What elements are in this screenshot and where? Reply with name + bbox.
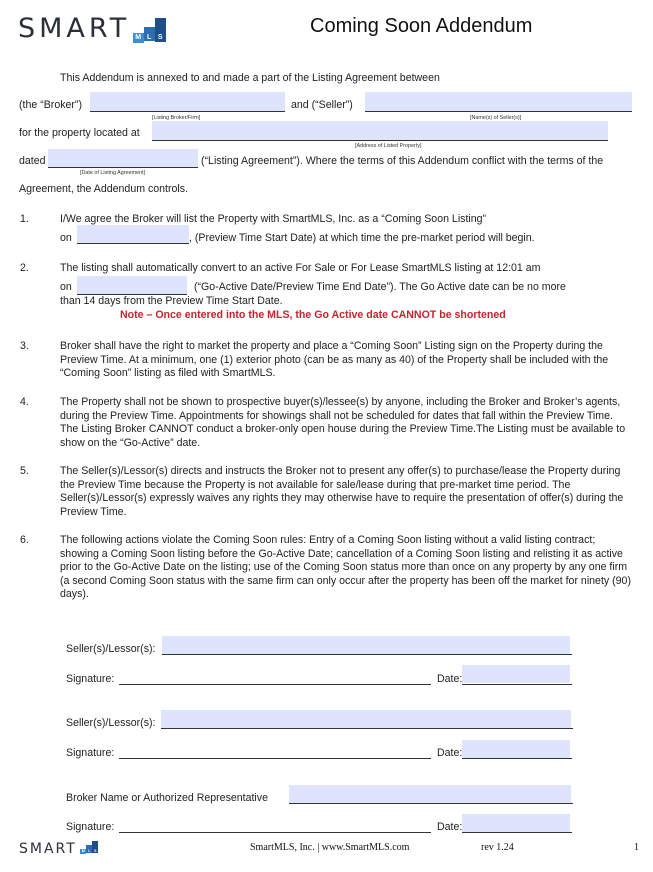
footer-page-number: 1 xyxy=(634,842,639,853)
intro-last-line: Agreement, the Addendum controls. xyxy=(19,183,189,195)
item-6-text: The following actions violate the Coming Soon rules: Entry of a Coming Soon listing without a valid listing contract; showing a Coming Soon listing before the Go-Active Date; cancellation of a Coming Soon listing and relisting it as active prior to the Go-Active Date on the listing; use of the Coming Soon status more than once on any property by any one firm (a second Coming Soon status with the same firm can only occur after the property has been off the market for ninety (90) days). xyxy=(60,534,631,601)
property-label: for the property located at xyxy=(19,127,140,139)
go-active-note: Note – Once entered into the MLS, the Go Active date CANNOT be shortened xyxy=(120,309,506,321)
date-3-field[interactable] xyxy=(462,814,570,832)
item-6-number: 6. xyxy=(20,534,29,546)
date-2-underline xyxy=(462,758,572,759)
footer-logo-box-l: L xyxy=(86,845,92,853)
footer-logo-box-m: M xyxy=(81,849,85,853)
signature-2-label: Signature: xyxy=(66,747,115,759)
item-1-after: , (Preview Time Start Date) at which time the pre-market period will begin. xyxy=(189,232,535,244)
signature-3-line[interactable] xyxy=(119,832,431,833)
item-1-number: 1. xyxy=(20,213,29,225)
smartmls-logo xyxy=(18,14,166,44)
date-1-underline xyxy=(462,684,572,685)
seller-2-name-field[interactable] xyxy=(161,710,571,728)
item-2-after: (“Go-Active Date/Preview Time End Date”). The Go Active date can be no more xyxy=(194,281,566,293)
seller-1-label: Seller(s)/Lessor(s): xyxy=(66,643,156,655)
item-3-number: 3. xyxy=(20,340,29,352)
listing-date-field[interactable] xyxy=(48,149,198,167)
logo-word: SMART xyxy=(18,13,131,44)
date-2-label: Date: xyxy=(437,747,463,759)
footer-logo-box-s: S xyxy=(92,841,98,853)
seller-1-name-field[interactable] xyxy=(162,636,570,654)
item-2-line-1: The listing shall automatically convert to an active For Sale or For Lease SmartMLS listing at 12:01 am xyxy=(60,262,541,274)
logo-box-m: M xyxy=(133,33,144,43)
seller-name-field[interactable] xyxy=(365,92,632,111)
footer-website[interactable]: www.SmartMLS.com xyxy=(321,842,410,853)
item-5-text: The Seller(s)/Lessor(s) directs and instructs the Broker not to present any offer(s) to purchase/lease the Property during the Preview Time because the Property is not available for sale/lease during that pre-market time period. The Seller(s)/Lessor(s) expressly waives any rights they may otherwise have to require the presentation of offer(s) during the Preview Time. xyxy=(60,465,624,518)
footer-logo-boxes xyxy=(80,839,98,857)
footer-revision: rev 1.24 xyxy=(481,842,514,853)
date-2-field[interactable] xyxy=(462,740,570,758)
footer-logo xyxy=(19,839,98,855)
signature-3-label: Signature: xyxy=(66,821,115,833)
item-2-line-3: than 14 days from the Preview Time Start Date. xyxy=(60,295,283,307)
item-2-on: on xyxy=(60,281,72,293)
broker-rep-underline xyxy=(289,803,573,804)
go-active-date-field[interactable] xyxy=(77,276,187,294)
seller-label: and (“Seller”) xyxy=(291,99,353,111)
footer-logo-word: SMART xyxy=(19,841,77,857)
footer-company-line xyxy=(250,842,409,853)
listing-broker-caption: [Listing Broker/Firm] xyxy=(152,115,201,121)
page-title: Coming Soon Addendum xyxy=(310,15,533,37)
signature-1-label: Signature: xyxy=(66,673,115,685)
date-1-field[interactable] xyxy=(462,665,570,683)
logo-box-l: L xyxy=(144,27,155,41)
listing-broker-underline xyxy=(90,111,285,112)
item-4-number: 4. xyxy=(20,396,29,408)
dated-label: dated xyxy=(19,155,46,167)
property-address-caption: [Address of Listed Property] xyxy=(355,143,422,149)
date-1-label: Date: xyxy=(437,673,463,685)
property-address-field[interactable] xyxy=(152,121,608,140)
listing-date-caption: [Date of Listing Agreement] xyxy=(80,170,146,176)
seller-name-caption: [Name(s) of Seller(s)] xyxy=(470,115,522,121)
date-3-underline xyxy=(462,832,572,833)
seller-2-underline xyxy=(161,728,573,729)
preview-start-date-underline xyxy=(77,243,189,244)
item-5-number: 5. xyxy=(20,465,29,477)
date-3-label: Date: xyxy=(437,821,463,833)
logo-box-s: S xyxy=(155,18,166,42)
item-4-text: The Property shall not be shown to prospective buyer(s)/lessee(s) by anyone, including the Broker and Broker’s agents, during the Preview Time. Appointments for showings shall not be scheduled for dates that fall within the Preview Time. The Listing Broker CANNOT conduct a broker-only open house during the Preview Time.The Listing must be available to show on the “Go-Active” date. xyxy=(60,396,626,449)
item-2-number: 2. xyxy=(20,262,29,274)
seller-2-label: Seller(s)/Lessor(s): xyxy=(66,717,156,729)
footer-company: SmartMLS, Inc. xyxy=(250,842,315,853)
dated-after-text: (“Listing Agreement”). Where the terms of this Addendum conflict with the terms of the xyxy=(201,155,604,167)
broker-label: (the “Broker”) xyxy=(19,99,82,111)
item-1-on: on xyxy=(60,232,72,244)
broker-rep-label: Broker Name or Authorized Representative xyxy=(66,792,268,804)
logo-mls-boxes xyxy=(133,18,166,44)
item-3-text: Broker shall have the right to market the property and place a “Coming Soon” Listing sign on the Property during the Preview Time. At a minimum, one (1) exterior photo (can be as many as 40) of the Property shall be included with the “Coming Soon” listing as filed with SmartMLS. xyxy=(60,340,609,380)
signature-2-line[interactable] xyxy=(119,758,431,759)
seller-name-underline xyxy=(365,111,632,112)
listing-broker-field[interactable] xyxy=(90,92,285,111)
broker-rep-field[interactable] xyxy=(289,785,571,803)
listing-date-underline xyxy=(48,167,198,168)
seller-1-underline xyxy=(162,654,572,655)
property-address-underline xyxy=(152,140,608,141)
signature-1-line[interactable] xyxy=(119,684,431,685)
intro-line-1: This Addendum is annexed to and made a part of the Listing Agreement between xyxy=(60,72,440,84)
footer-separator: | xyxy=(317,842,320,853)
preview-start-date-field[interactable] xyxy=(77,225,189,243)
item-1-line-1: I/We agree the Broker will list the Property with SmartMLS, Inc. as a “Coming Soon Listing” xyxy=(60,213,487,225)
